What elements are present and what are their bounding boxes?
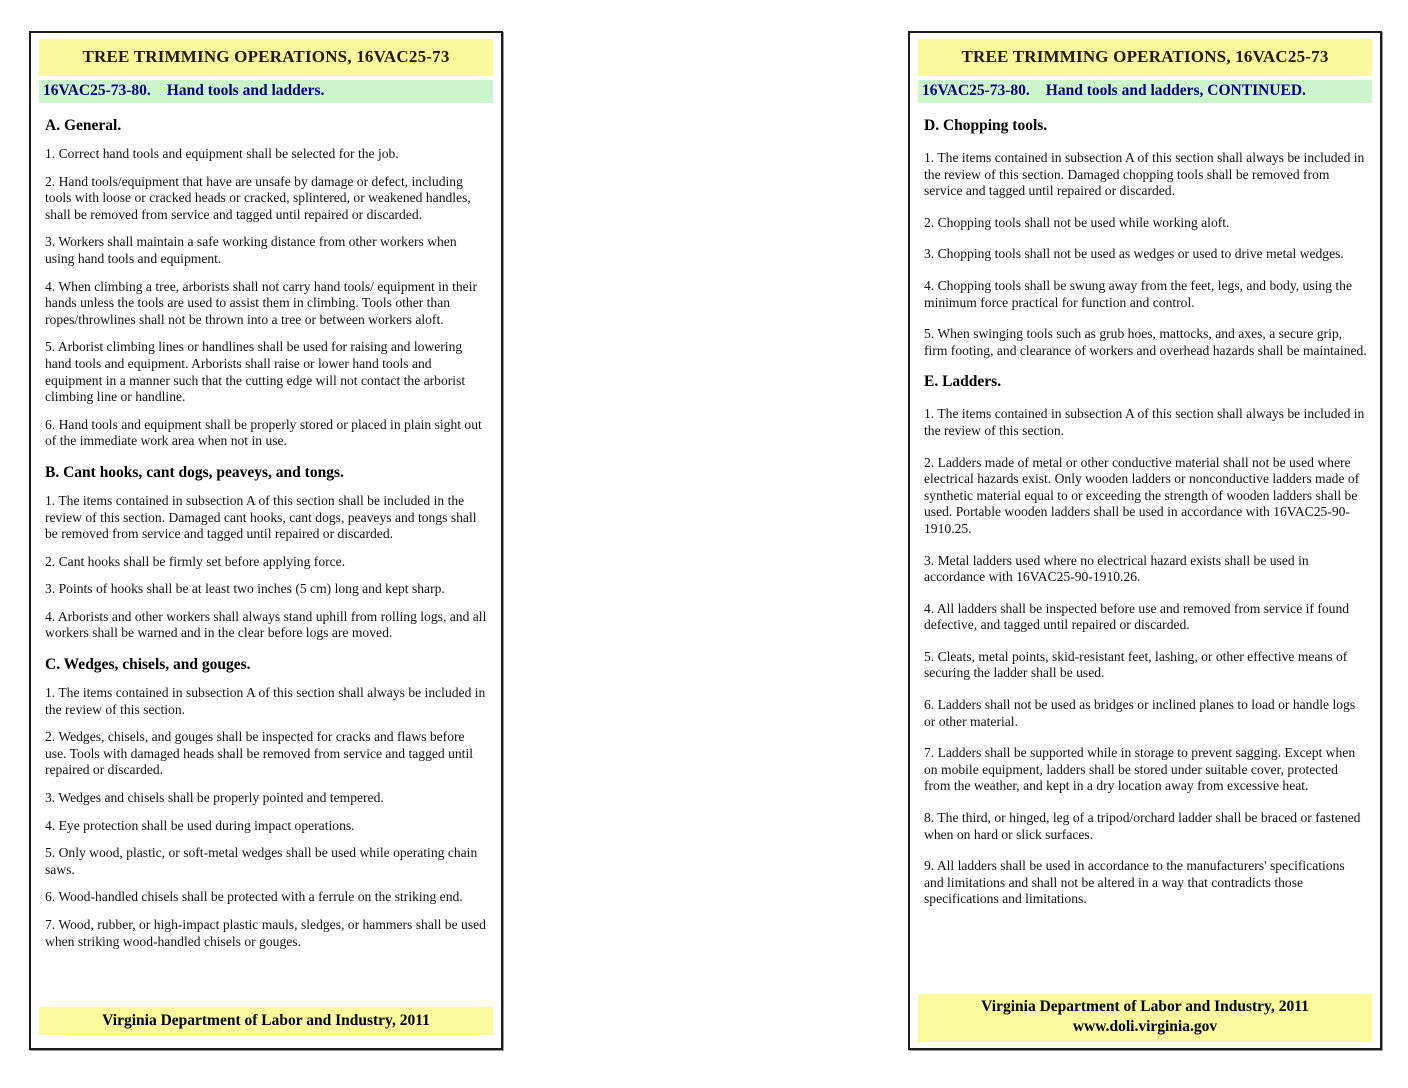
footer-line: www.doli.virginia.gov: [1072, 1018, 1218, 1035]
regulation-item: 3. Chopping tools shall not be used as wedges or used to drive metal wedges.: [924, 246, 1344, 262]
regulation-item: 4. When climbing a tree, arborists shall not carry hand tools/ equipment in their hands unless the tools are used to assist them in climbing. Tools other than ropes/throwlines shall not be thrown into a tree or between workers aloft.: [45, 278, 477, 327]
regulation-item: 1. The items contained in subsection A of this section shall be included in the review of this section. Damaged cant hooks, cant dogs, peaveys and tongs shall be removed from service and tagged until repaired or discarded.: [45, 492, 477, 542]
regulation-item: 5. Only wood, plastic, or soft-metal wedges shall be used while operating chain saws.: [45, 845, 478, 877]
regulation-code: 16VAC25-73-80.: [43, 82, 151, 99]
regulation-item: 8. The third, or hinged, leg of a tripod/orchard ladder shall be braced or fastened when on hard or slick surfaces.: [924, 810, 1361, 842]
section-heading: C. Wedges, chisels, and gouges.: [45, 656, 251, 674]
regulation-item: 6. Wood-handled chisels shall be protected with a ferrule on the striking end.: [45, 889, 463, 905]
regulation-item: 7. Wood, rubber, or high-impact plastic mauls, sledges, or hammers shall be used when striking wood-handled chisels or gouges.: [45, 917, 486, 949]
regulation-item: 1. Correct hand tools and equipment shall be selected for the job.: [45, 146, 399, 161]
page-left-footer: [39, 1007, 493, 1035]
regulation-item: 2. Cant hooks shall be firmly set before applying force.: [45, 553, 346, 569]
regulation-item: 3. Points of hooks shall be at least two inches (5 cm) long and kept sharp.: [45, 581, 445, 597]
regulation-item: 2. Wedges, chisels, and gouges shall be inspected for cracks and flaws before use. Tools with damaged heads shall be removed from service and tagged until repaired or discarded.: [45, 729, 474, 778]
regulation-item: 3. Workers shall maintain a safe working distance from other workers when using hand tools and equipment.: [45, 234, 457, 266]
regulation-item: 2. Ladders made of metal or other conductive material shall not be used where electrical hazards exist. Only wooden ladders or nonconductive ladders made of synthetic material equal to or exceeding the strength of wooden ladders shall be used. Portable wooden ladders shall be used in accordance with 16VAC25-90-1910.25.: [924, 454, 1360, 536]
section-code-bar: [918, 80, 1372, 103]
regulation-item: 1. The items contained in subsection A of this section shall always be included in the review of this section.: [924, 406, 1365, 438]
regulation-item: 5. When swinging tools such as grub hoes, mattocks, and axes, a secure grip, firm footing, and clearance of workers and overhead hazards shall be maintained.: [924, 326, 1367, 358]
page-right: [908, 31, 1382, 1050]
page-right-footer: [918, 994, 1372, 1042]
section-heading: D. Chopping tools.: [924, 117, 1048, 134]
regulation-item: 6. Hand tools and equipment shall be properly stored or placed in plain sight out of the immediate work area when not in use.: [45, 416, 482, 449]
regulation-item: 4. Eye protection shall be used during impact operations.: [45, 817, 355, 833]
regulation-item: 1. The items contained in subsection A of this section shall always be included in the review of this section.: [45, 685, 486, 717]
regulation-item: 9. All ladders shall be used in accordance to the manufacturers' specifications and limitations and shall not be altered in a way that contradicts those specifications and limitations.: [924, 858, 1345, 907]
regulation-item: 5. Cleats, metal points, skid-resistant feet, lashing, or other effective means of securing the ladder shall be used.: [924, 648, 1348, 681]
regulation-item: 4. All ladders shall be inspected before use and removed from service if found defective, and tagged until repaired or discarded.: [924, 600, 1350, 633]
regulation-item: 4. Chopping tools shall be swung away from the feet, legs, and body, using the minimum force practical for function and control.: [924, 277, 1353, 310]
footer-line: Virginia Department of Labor and Industry, 2011: [981, 998, 1309, 1015]
regulation-item: 7. Ladders shall be supported while in storage to prevent sagging. Except when on mobile equipment, ladders shall be stored under suitable cover, protected from the weather, and kept in a dry location away from excessive heat.: [924, 745, 1356, 794]
regulation-item: 6. Ladders shall not be used as bridges or inclined planes to load or handle logs or other material.: [924, 697, 1356, 729]
regulation-item: 2. Hand tools/equipment that have are unsafe by damage or defect, including tools with loose or cracked heads or cracked, splintered, or weakened handles, shall be removed from service and tagged until repaired or discarded.: [45, 173, 471, 222]
footer-line: Virginia Department of Labor and Industry, 2011: [102, 1012, 430, 1029]
page-left: [29, 31, 503, 1050]
section-code-bar: [39, 80, 493, 103]
page-title: TREE TRIMMING OPERATIONS, 16VAC25-73: [918, 39, 1372, 76]
regulation-code-title: Hand tools and ladders, CONTINUED.: [1045, 82, 1306, 99]
regulation-code: 16VAC25-73-80.: [922, 82, 1030, 99]
regulation-item: 3. Metal ladders used where no electrical hazard exists shall be used in accordance with 16VAC25-90-1910.26.: [924, 552, 1309, 585]
page-left-sections: [39, 103, 493, 950]
page-title: TREE TRIMMING OPERATIONS, 16VAC25-73: [39, 39, 493, 76]
section-heading: A. General.: [45, 117, 122, 134]
regulation-code-title: Hand tools and ladders.: [166, 82, 325, 99]
regulation-item: 2. Chopping tools shall not be used while working aloft.: [924, 214, 1230, 230]
regulation-item: 4. Arborists and other workers shall always stand uphill from rolling logs, and all workers shall be warned and in the clear before logs are moved.: [45, 608, 487, 641]
regulation-item: 1. The items contained in subsection A of this section shall always be included in the review of this section. Damaged chopping tools shall be removed from service and tagged until repaired or discarded.: [924, 150, 1365, 199]
regulation-item: 5. Arborist climbing lines or handlines shall be used for raising and lowering hand tools and equipment. Arborists shall raise or lower hand tools and equipment in a manner such that the cutting edge will not contact the arborist climbing line or handline.: [45, 339, 466, 405]
section-heading: B. Cant hooks, cant dogs, peaveys, and tongs.: [45, 463, 344, 481]
regulation-item: 3. Wedges and chisels shall be properly pointed and tempered.: [45, 790, 384, 806]
page-right-sections: [918, 103, 1372, 908]
section-heading: E. Ladders.: [924, 373, 1002, 391]
